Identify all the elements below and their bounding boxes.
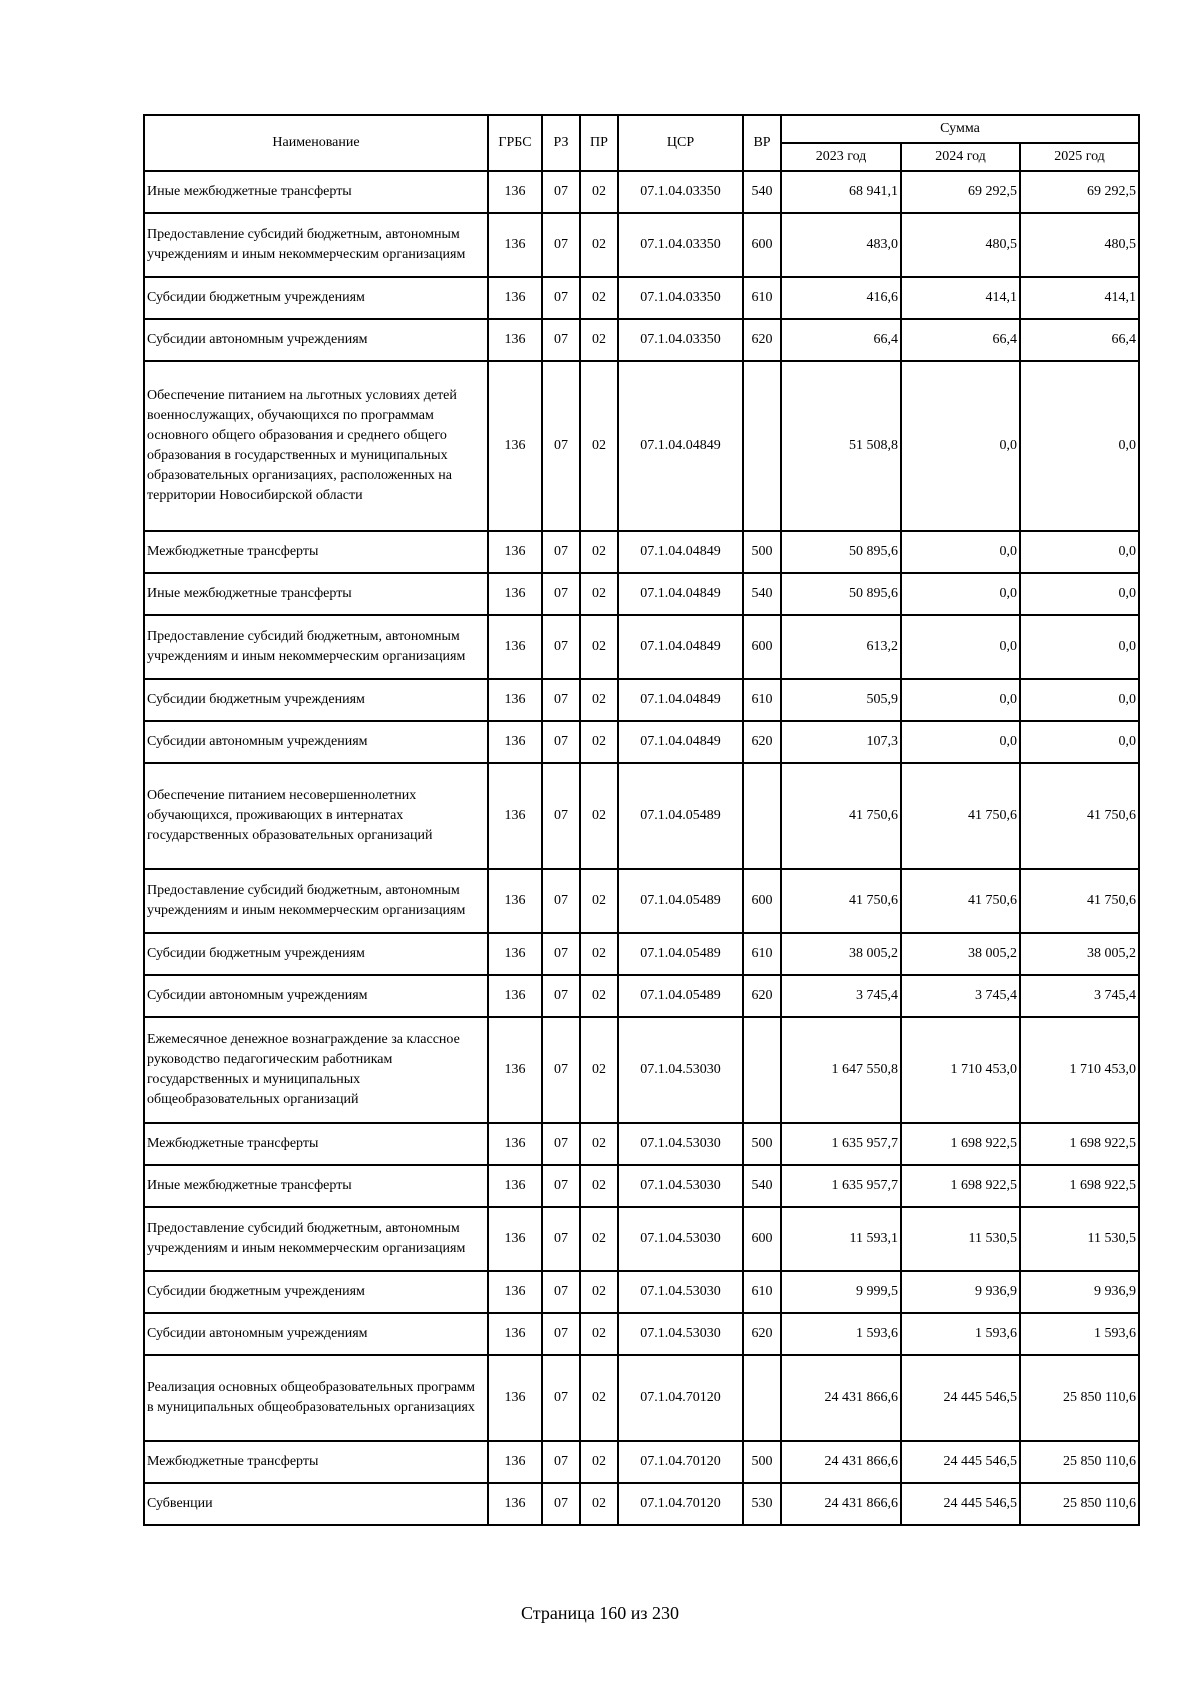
- cell-sum-2023: 24 431 866,6: [781, 1355, 901, 1441]
- cell-rz: 07: [542, 933, 580, 975]
- cell-vr: 600: [743, 869, 781, 933]
- cell-sum-2023: 483,0: [781, 213, 901, 277]
- cell-pr: 02: [580, 171, 618, 213]
- header-rz: РЗ: [542, 115, 580, 171]
- cell-rz: 07: [542, 1123, 580, 1165]
- table-row: [144, 277, 1139, 319]
- cell-grbs: 136: [488, 171, 542, 213]
- cell-sum-2024: 1 698 922,5: [901, 1165, 1020, 1207]
- table-row: [144, 1123, 1139, 1165]
- cell-vr: [743, 1355, 781, 1441]
- cell-sum-2025: 480,5: [1020, 213, 1139, 277]
- cell-sum-2023: 11 593,1: [781, 1207, 901, 1271]
- cell-grbs: 136: [488, 869, 542, 933]
- table-row: [144, 763, 1139, 869]
- cell-name: Ежемесячное денежное вознаграждение за классное руководство педагогическим работникам государственных и муниципальных общеобразовательных организаций: [144, 1017, 488, 1123]
- cell-sum-2023: 50 895,6: [781, 531, 901, 573]
- cell-pr: 02: [580, 869, 618, 933]
- cell-sum-2024: 11 530,5: [901, 1207, 1020, 1271]
- cell-sum-2025: 0,0: [1020, 615, 1139, 679]
- cell-sum-2024: 41 750,6: [901, 869, 1020, 933]
- cell-sum-2024: 24 445 546,5: [901, 1441, 1020, 1483]
- cell-rz: 07: [542, 1271, 580, 1313]
- cell-vr: 620: [743, 1313, 781, 1355]
- header-year-2025: 2025 год: [1020, 143, 1139, 171]
- cell-grbs: 136: [488, 721, 542, 763]
- cell-grbs: 136: [488, 1271, 542, 1313]
- cell-pr: 02: [580, 1271, 618, 1313]
- table-row: [144, 1165, 1139, 1207]
- cell-pr: 02: [580, 721, 618, 763]
- cell-vr: 610: [743, 933, 781, 975]
- cell-pr: 02: [580, 1123, 618, 1165]
- cell-name: Предоставление субсидий бюджетным, автономным учреждениям и иным некоммерческим организациям: [144, 1207, 488, 1271]
- cell-csr: 07.1.04.53030: [618, 1207, 743, 1271]
- cell-rz: 07: [542, 361, 580, 531]
- cell-rz: 07: [542, 1441, 580, 1483]
- cell-sum-2023: 1 593,6: [781, 1313, 901, 1355]
- header-vr: ВР: [743, 115, 781, 171]
- cell-pr: 02: [580, 975, 618, 1017]
- cell-sum-2025: 69 292,5: [1020, 171, 1139, 213]
- cell-sum-2025: 0,0: [1020, 573, 1139, 615]
- cell-sum-2025: 0,0: [1020, 679, 1139, 721]
- table-row: [144, 573, 1139, 615]
- cell-pr: 02: [580, 679, 618, 721]
- cell-vr: [743, 361, 781, 531]
- cell-sum-2024: 24 445 546,5: [901, 1355, 1020, 1441]
- cell-sum-2023: 41 750,6: [781, 869, 901, 933]
- cell-pr: 02: [580, 573, 618, 615]
- cell-pr: 02: [580, 1355, 618, 1441]
- cell-grbs: 136: [488, 573, 542, 615]
- table-row: [144, 933, 1139, 975]
- cell-name: Предоставление субсидий бюджетным, автономным учреждениям и иным некоммерческим организациям: [144, 213, 488, 277]
- table-row: [144, 1355, 1139, 1441]
- cell-csr: 07.1.04.04849: [618, 361, 743, 531]
- table-header: [144, 115, 1139, 171]
- cell-grbs: 136: [488, 531, 542, 573]
- cell-csr: 07.1.04.70120: [618, 1355, 743, 1441]
- cell-rz: 07: [542, 679, 580, 721]
- cell-csr: 07.1.04.53030: [618, 1165, 743, 1207]
- header-year-2024: 2024 год: [901, 143, 1020, 171]
- cell-name: Субсидии бюджетным учреждениям: [144, 277, 488, 319]
- cell-sum-2024: 1 593,6: [901, 1313, 1020, 1355]
- cell-rz: 07: [542, 1355, 580, 1441]
- cell-vr: 500: [743, 1441, 781, 1483]
- table-row: [144, 1483, 1139, 1525]
- cell-grbs: 136: [488, 1313, 542, 1355]
- header-pr: ПР: [580, 115, 618, 171]
- cell-grbs: 136: [488, 1441, 542, 1483]
- cell-rz: 07: [542, 277, 580, 319]
- cell-csr: 07.1.04.53030: [618, 1123, 743, 1165]
- cell-rz: 07: [542, 1483, 580, 1525]
- cell-sum-2025: 414,1: [1020, 277, 1139, 319]
- cell-sum-2023: 3 745,4: [781, 975, 901, 1017]
- cell-name: Субсидии автономным учреждениям: [144, 1313, 488, 1355]
- cell-sum-2024: 38 005,2: [901, 933, 1020, 975]
- cell-sum-2023: 505,9: [781, 679, 901, 721]
- cell-sum-2025: 1 698 922,5: [1020, 1165, 1139, 1207]
- cell-sum-2024: 0,0: [901, 361, 1020, 531]
- cell-sum-2025: 38 005,2: [1020, 933, 1139, 975]
- cell-vr: 600: [743, 615, 781, 679]
- cell-sum-2023: 107,3: [781, 721, 901, 763]
- cell-name: Субсидии автономным учреждениям: [144, 975, 488, 1017]
- cell-grbs: 136: [488, 1165, 542, 1207]
- cell-name: Реализация основных общеобразовательных программ в муниципальных общеобразовательных организациях: [144, 1355, 488, 1441]
- cell-rz: 07: [542, 975, 580, 1017]
- cell-name: Субсидии бюджетным учреждениям: [144, 1271, 488, 1313]
- header-name: Наименование: [144, 115, 488, 171]
- cell-vr: 620: [743, 975, 781, 1017]
- cell-csr: 07.1.04.04849: [618, 573, 743, 615]
- cell-name: Межбюджетные трансферты: [144, 1123, 488, 1165]
- cell-sum-2023: 51 508,8: [781, 361, 901, 531]
- cell-grbs: 136: [488, 679, 542, 721]
- cell-sum-2025: 1 698 922,5: [1020, 1123, 1139, 1165]
- cell-name: Субсидии бюджетным учреждениям: [144, 679, 488, 721]
- cell-vr: [743, 763, 781, 869]
- cell-sum-2025: 11 530,5: [1020, 1207, 1139, 1271]
- header-year-2023: 2023 год: [781, 143, 901, 171]
- cell-pr: 02: [580, 933, 618, 975]
- table-row: [144, 1441, 1139, 1483]
- cell-sum-2023: 416,6: [781, 277, 901, 319]
- cell-sum-2023: 1 635 957,7: [781, 1165, 901, 1207]
- cell-vr: [743, 1017, 781, 1123]
- cell-name: Межбюджетные трансферты: [144, 1441, 488, 1483]
- cell-sum-2024: 0,0: [901, 721, 1020, 763]
- cell-pr: 02: [580, 763, 618, 869]
- cell-sum-2024: 1 710 453,0: [901, 1017, 1020, 1123]
- cell-name: Иные межбюджетные трансферты: [144, 1165, 488, 1207]
- cell-sum-2024: 1 698 922,5: [901, 1123, 1020, 1165]
- cell-csr: 07.1.04.05489: [618, 763, 743, 869]
- table-row: [144, 361, 1139, 531]
- cell-sum-2024: 0,0: [901, 679, 1020, 721]
- cell-sum-2023: 9 999,5: [781, 1271, 901, 1313]
- cell-grbs: 136: [488, 319, 542, 361]
- cell-grbs: 136: [488, 763, 542, 869]
- table-row: [144, 679, 1139, 721]
- cell-csr: 07.1.04.53030: [618, 1271, 743, 1313]
- cell-sum-2024: 9 936,9: [901, 1271, 1020, 1313]
- cell-sum-2024: 0,0: [901, 573, 1020, 615]
- cell-sum-2023: 1 647 550,8: [781, 1017, 901, 1123]
- cell-pr: 02: [580, 1441, 618, 1483]
- cell-csr: 07.1.04.70120: [618, 1483, 743, 1525]
- cell-vr: 530: [743, 1483, 781, 1525]
- cell-rz: 07: [542, 615, 580, 679]
- cell-rz: 07: [542, 213, 580, 277]
- table-row: [144, 1017, 1139, 1123]
- cell-csr: 07.1.04.03350: [618, 319, 743, 361]
- cell-grbs: 136: [488, 277, 542, 319]
- cell-csr: 07.1.04.05489: [618, 975, 743, 1017]
- cell-vr: 540: [743, 573, 781, 615]
- cell-name: Субсидии автономным учреждениям: [144, 721, 488, 763]
- cell-csr: 07.1.04.53030: [618, 1313, 743, 1355]
- cell-vr: 500: [743, 531, 781, 573]
- cell-sum-2024: 66,4: [901, 319, 1020, 361]
- cell-name: Иные межбюджетные трансферты: [144, 573, 488, 615]
- cell-name: Межбюджетные трансферты: [144, 531, 488, 573]
- cell-rz: 07: [542, 171, 580, 213]
- table-row: [144, 171, 1139, 213]
- cell-rz: 07: [542, 1017, 580, 1123]
- cell-sum-2025: 25 850 110,6: [1020, 1441, 1139, 1483]
- cell-sum-2025: 3 745,4: [1020, 975, 1139, 1017]
- cell-name: Предоставление субсидий бюджетным, автономным учреждениям и иным некоммерческим организациям: [144, 615, 488, 679]
- cell-vr: 610: [743, 277, 781, 319]
- table-row: [144, 531, 1139, 573]
- header-csr: ЦСР: [618, 115, 743, 171]
- cell-pr: 02: [580, 1483, 618, 1525]
- cell-csr: 07.1.04.70120: [618, 1441, 743, 1483]
- cell-rz: 07: [542, 319, 580, 361]
- cell-grbs: 136: [488, 1207, 542, 1271]
- cell-vr: 620: [743, 721, 781, 763]
- cell-sum-2025: 25 850 110,6: [1020, 1355, 1139, 1441]
- cell-sum-2025: 9 936,9: [1020, 1271, 1139, 1313]
- cell-rz: 07: [542, 531, 580, 573]
- header-grbs: ГРБС: [488, 115, 542, 171]
- cell-sum-2023: 1 635 957,7: [781, 1123, 901, 1165]
- cell-grbs: 136: [488, 213, 542, 277]
- table-row: [144, 213, 1139, 277]
- cell-sum-2023: 66,4: [781, 319, 901, 361]
- cell-name: Предоставление субсидий бюджетным, автономным учреждениям и иным некоммерческим организациям: [144, 869, 488, 933]
- cell-rz: 07: [542, 869, 580, 933]
- table-row: [144, 615, 1139, 679]
- table-row: [144, 1271, 1139, 1313]
- cell-grbs: 136: [488, 615, 542, 679]
- cell-rz: 07: [542, 573, 580, 615]
- cell-pr: 02: [580, 1017, 618, 1123]
- budget-table: [143, 114, 1140, 1526]
- cell-pr: 02: [580, 531, 618, 573]
- cell-sum-2024: 24 445 546,5: [901, 1483, 1020, 1525]
- cell-pr: 02: [580, 361, 618, 531]
- cell-csr: 07.1.04.53030: [618, 1017, 743, 1123]
- cell-grbs: 136: [488, 361, 542, 531]
- cell-rz: 07: [542, 1165, 580, 1207]
- cell-grbs: 136: [488, 933, 542, 975]
- cell-pr: 02: [580, 615, 618, 679]
- cell-pr: 02: [580, 277, 618, 319]
- cell-sum-2025: 66,4: [1020, 319, 1139, 361]
- cell-csr: 07.1.04.05489: [618, 933, 743, 975]
- page-number: Страница 160 из 230: [521, 1603, 679, 1623]
- cell-name: Обеспечение питанием на льготных условиях детей военнослужащих, обучающихся по программам основного общего образования и среднего общего образования в государственных и муниципальных образовательных организациях, расположенных на территории Новосибирской области: [144, 361, 488, 531]
- cell-sum-2025: 0,0: [1020, 361, 1139, 531]
- cell-sum-2024: 3 745,4: [901, 975, 1020, 1017]
- cell-name: Иные межбюджетные трансферты: [144, 171, 488, 213]
- table-row: [144, 1313, 1139, 1355]
- cell-sum-2023: 50 895,6: [781, 573, 901, 615]
- cell-sum-2025: 41 750,6: [1020, 869, 1139, 933]
- cell-pr: 02: [580, 1165, 618, 1207]
- cell-rz: 07: [542, 1313, 580, 1355]
- table-row: [144, 869, 1139, 933]
- cell-vr: 600: [743, 1207, 781, 1271]
- cell-pr: 02: [580, 213, 618, 277]
- cell-sum-2023: 38 005,2: [781, 933, 901, 975]
- cell-sum-2023: 41 750,6: [781, 763, 901, 869]
- cell-pr: 02: [580, 319, 618, 361]
- cell-csr: 07.1.04.03350: [618, 213, 743, 277]
- cell-sum-2024: 0,0: [901, 615, 1020, 679]
- cell-csr: 07.1.04.04849: [618, 721, 743, 763]
- cell-name: Обеспечение питанием несовершеннолетних обучающихся, проживающих в интернатах государственных образовательных организаций: [144, 763, 488, 869]
- cell-pr: 02: [580, 1313, 618, 1355]
- table-body: [144, 171, 1139, 1525]
- cell-rz: 07: [542, 763, 580, 869]
- header-sum: Сумма: [781, 115, 1139, 143]
- cell-grbs: 136: [488, 1355, 542, 1441]
- cell-sum-2024: 0,0: [901, 531, 1020, 573]
- cell-rz: 07: [542, 721, 580, 763]
- table-row: [144, 721, 1139, 763]
- cell-name: Субсидии автономным учреждениям: [144, 319, 488, 361]
- cell-vr: 610: [743, 1271, 781, 1313]
- cell-sum-2023: 68 941,1: [781, 171, 901, 213]
- cell-vr: 540: [743, 1165, 781, 1207]
- cell-csr: 07.1.04.04849: [618, 531, 743, 573]
- cell-sum-2024: 41 750,6: [901, 763, 1020, 869]
- table-row: [144, 319, 1139, 361]
- cell-csr: 07.1.04.04849: [618, 679, 743, 721]
- cell-sum-2024: 480,5: [901, 213, 1020, 277]
- cell-csr: 07.1.04.04849: [618, 615, 743, 679]
- cell-sum-2025: 1 593,6: [1020, 1313, 1139, 1355]
- cell-sum-2023: 613,2: [781, 615, 901, 679]
- cell-vr: 600: [743, 213, 781, 277]
- cell-sum-2025: 25 850 110,6: [1020, 1483, 1139, 1525]
- cell-sum-2023: 24 431 866,6: [781, 1483, 901, 1525]
- cell-vr: 500: [743, 1123, 781, 1165]
- cell-name: Субвенции: [144, 1483, 488, 1525]
- cell-csr: 07.1.04.05489: [618, 869, 743, 933]
- cell-pr: 02: [580, 1207, 618, 1271]
- cell-name: Субсидии бюджетным учреждениям: [144, 933, 488, 975]
- cell-csr: 07.1.04.03350: [618, 171, 743, 213]
- cell-sum-2025: 0,0: [1020, 721, 1139, 763]
- cell-grbs: 136: [488, 1483, 542, 1525]
- cell-sum-2025: 41 750,6: [1020, 763, 1139, 869]
- table-row: [144, 1207, 1139, 1271]
- cell-vr: 540: [743, 171, 781, 213]
- cell-grbs: 136: [488, 1017, 542, 1123]
- cell-sum-2024: 414,1: [901, 277, 1020, 319]
- cell-csr: 07.1.04.03350: [618, 277, 743, 319]
- cell-sum-2023: 24 431 866,6: [781, 1441, 901, 1483]
- cell-sum-2024: 69 292,5: [901, 171, 1020, 213]
- cell-vr: 610: [743, 679, 781, 721]
- cell-sum-2025: 1 710 453,0: [1020, 1017, 1139, 1123]
- cell-rz: 07: [542, 1207, 580, 1271]
- cell-grbs: 136: [488, 975, 542, 1017]
- cell-vr: 620: [743, 319, 781, 361]
- cell-sum-2025: 0,0: [1020, 531, 1139, 573]
- table-row: [144, 975, 1139, 1017]
- cell-grbs: 136: [488, 1123, 542, 1165]
